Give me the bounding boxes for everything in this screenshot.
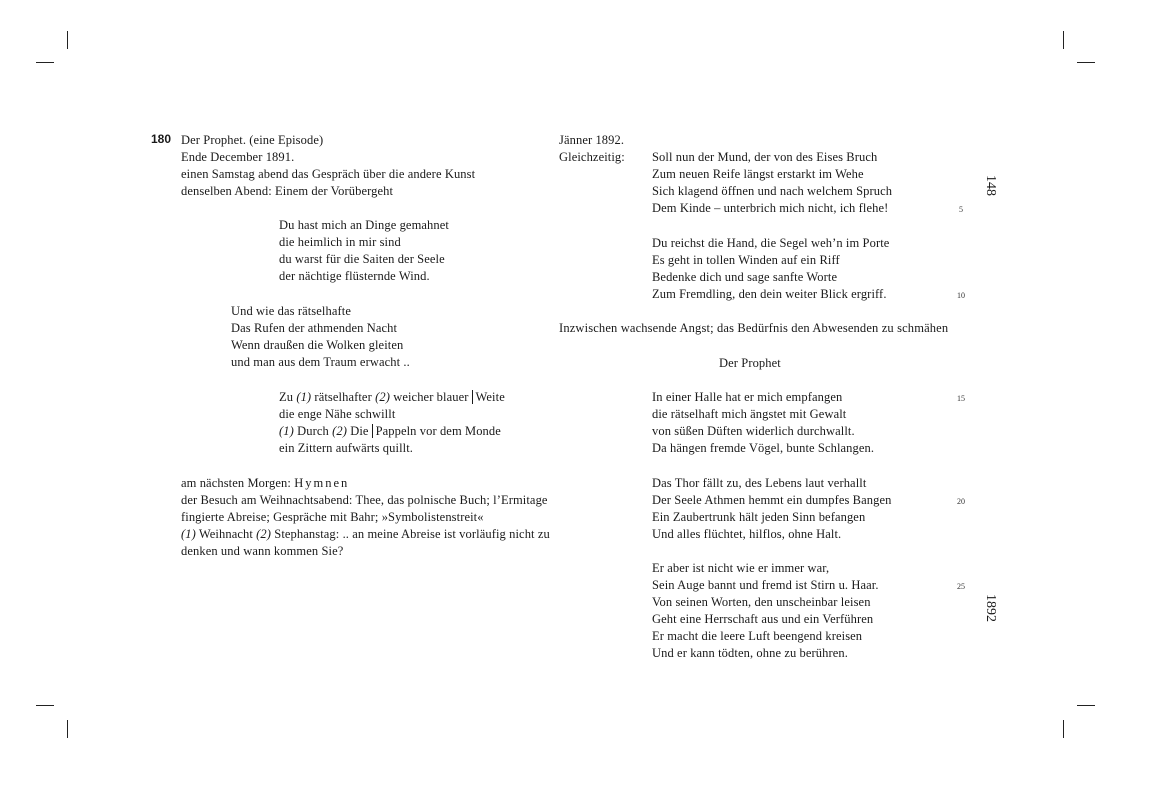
crop-mark — [36, 62, 54, 63]
crop-mark — [1063, 720, 1064, 738]
text: weicher blauer — [389, 390, 469, 404]
text: rätselhafter — [311, 390, 376, 404]
poem-title: Der Prophet — [719, 356, 781, 370]
page-number: 180 — [151, 132, 172, 146]
stanza4-line: Ein Zaubertrunk hält jeden Sinn befangen — [652, 510, 866, 524]
tail-line — [181, 526, 550, 543]
text: Stephanstag: .. an meine Abreise ist vorläufig nicht zu — [271, 527, 550, 541]
variant-number: (2) — [256, 527, 272, 541]
crop-mark — [67, 31, 68, 49]
morning-line — [181, 475, 349, 492]
variant-number: (2) — [375, 390, 390, 404]
stanza2-line: Bedenke dich und sage sanfte Worte — [652, 270, 838, 284]
poem1-line: der nächtige flüsternde Wind. — [279, 269, 430, 283]
stanza1-line: Dem Kinde – unterbrich mich nicht, ich flehe! — [652, 201, 889, 215]
line-number: 15 — [957, 394, 965, 403]
stanza5-line: Geht eine Herrschaft aus und ein Verführen — [652, 612, 874, 626]
crop-mark — [1077, 62, 1095, 63]
gleichzeitig-label: Gleichzeitig: — [559, 150, 625, 164]
tail-line: fingierte Abreise; Gespräche mit Bahr; »Symbolistenstreit« — [181, 510, 484, 524]
poem1-line: die heimlich in mir sind — [279, 235, 401, 249]
stanza3-line: In einer Halle hat er mich empfangen — [652, 390, 843, 404]
crop-mark — [67, 720, 68, 738]
line-number: 20 — [957, 497, 965, 506]
variant-number: (1) — [296, 390, 312, 404]
variant-separator — [472, 390, 473, 404]
stanza3-line: Da hängen fremde Vögel, bunte Schlangen. — [652, 441, 875, 455]
stanza2-line: Du reichst die Hand, die Segel weh’n im Porte — [652, 236, 890, 250]
poem1-line: Du hast mich an Dinge gemahnet — [279, 218, 449, 232]
text: am nächsten Morgen: — [181, 476, 295, 490]
variant-number: (2) — [332, 424, 347, 438]
poem3-line: ein Zittern aufwärts quillt. — [279, 441, 414, 455]
stanza5-line: Er macht die leere Luft beengend kreisen — [652, 629, 863, 643]
line-number: 25 — [957, 582, 965, 591]
text: Weite — [475, 390, 505, 404]
left-line: einen Samstag abend das Gespräch über die andere Kunst — [181, 167, 476, 181]
stanza1-line: Soll nun der Mund, der von des Eises Bruch — [652, 150, 878, 164]
left-line: Ende December 1891. — [181, 150, 295, 164]
line-number: 10 — [957, 291, 965, 300]
between-line: Inzwischen wachsende Angst; das Bedürfnis den Abwesenden zu schmähen — [559, 321, 949, 335]
stanza3-line: von süßen Düften widerlich durchwallt. — [652, 424, 855, 438]
stanza5-line: Und er kann tödten, ohne zu berühren. — [652, 646, 848, 660]
poem3-line — [279, 389, 505, 406]
hymnen-word: Hymnen — [294, 476, 350, 490]
stanza5-line: Er aber ist nicht wie er immer war, — [652, 561, 830, 575]
text: Zu — [279, 390, 297, 404]
poem3-line: die enge Nähe schwillt — [279, 407, 396, 421]
poem2-line: Und wie das rätselhafte — [231, 304, 351, 318]
date-line: Jänner 1892. — [559, 133, 625, 147]
left-line: denselben Abend: Einem der Vorübergeht — [181, 184, 394, 198]
stanza2-line: Zum Fremdling, den dein weiter Blick ergriff. — [652, 287, 887, 301]
tail-line: der Besuch am Weihnachtsabend: Thee, das polnische Buch; l’Ermitage — [181, 493, 548, 507]
left-line: Der Prophet. (eine Episode) — [181, 133, 324, 147]
stanza1-line: Sich klagend öffnen und nach welchem Spruch — [652, 184, 893, 198]
crop-mark — [1077, 705, 1095, 706]
variant-number: (1) — [279, 424, 294, 438]
side-page-label: 148 — [983, 175, 998, 196]
line-number: 5 — [959, 205, 963, 214]
stanza5-line: Von seinen Worten, den unscheinbar leisen — [652, 595, 871, 609]
crop-mark — [36, 705, 54, 706]
text: Die — [346, 424, 369, 438]
poem1-line: du warst für die Saiten der Seele — [279, 252, 445, 266]
text: Durch — [293, 424, 333, 438]
text: Pappeln vor dem Monde — [375, 424, 501, 438]
stanza4-line: Der Seele Athmen hemmt ein dumpfes Bangen — [652, 493, 892, 507]
crop-mark — [1063, 31, 1064, 49]
text: Weihnacht — [195, 527, 257, 541]
stanza3-line: die rätselhaft mich ängstet mit Gewalt — [652, 407, 847, 421]
variant-number: (1) — [181, 527, 196, 541]
stanza4-line: Und alles flüchtet, hilflos, ohne Halt. — [652, 527, 842, 541]
variant-separator — [372, 424, 373, 438]
tail-line: denken und wann kommen Sie? — [181, 544, 344, 558]
poem2-line: Das Rufen der athmenden Nacht — [231, 321, 398, 335]
poem2-line: Wenn draußen die Wolken gleiten — [231, 338, 404, 352]
stanza1-line: Zum neuen Reife längst erstarkt im Wehe — [652, 167, 864, 181]
stanza2-line: Es geht in tollen Winden auf ein Riff — [652, 253, 840, 267]
poem3-line — [279, 423, 501, 440]
side-year-label: 1892 — [983, 594, 998, 622]
stanza4-line: Das Thor fällt zu, des Lebens laut verhallt — [652, 476, 867, 490]
poem2-line: und man aus dem Traum erwacht .. — [231, 355, 410, 369]
stanza5-line: Sein Auge bannt und fremd ist Stirn u. Haar. — [652, 578, 879, 592]
